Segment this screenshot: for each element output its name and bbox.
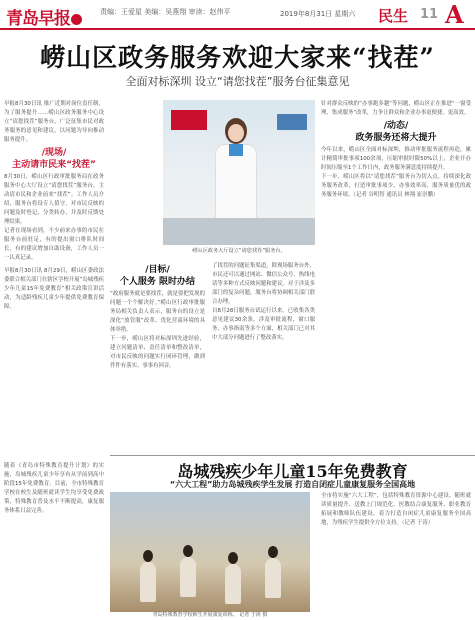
main-subhead: 全面对标深圳 设立“请您找茬”服务台征集意见 [125, 75, 350, 88]
paragraph: 下一步，崂山区将以“请您找茬”服务台为切入点，持续深化政务服务改革，打造审批事项少、办事效率高、服务质量优的政务服务环境。（记者 谷明智 通讯员 林翔 崔崇鹏） [321, 174, 471, 198]
article-column-bottom-left [4, 462, 104, 617]
section-letter: A [445, 0, 464, 29]
article-column-1 [4, 100, 104, 450]
lead-paragraph: 早报8月30日讯 推广近期对岗位责任制，为了服务提升……崂山区政务服务中心设立“请您找茬”服务台，广泛征集市民对政务服务的意见和建议，以问题为导向推动服务提升。 [4, 101, 104, 143]
issue-date: 2019年8月31日 星期六 [280, 10, 356, 18]
lower-subhead: “六大工程”助力岛城残疾学生发展 打造自闭症儿童康复服务全国高地 [169, 480, 416, 489]
editor-credits: 责编：王爱星 美编：吴燕翔 审读：赵伟平 [100, 8, 231, 16]
paragraph: 今年以来，崂山区全面对标深圳，推动审批服务流程再造，累计精简审批事项100余项，压缩审批时限50%以上，企业开办时间压缩至1个工作日内，政务服务满意度持续提升。 [321, 147, 471, 171]
paragraph: 针对群众反映的“办事跑多趟”等问题，崂山区正在推进“一窗受理、集成服务”改革，力争让群众和企业办事更便捷、更高效。 [321, 101, 471, 116]
paragraph: 了找茬的问题征集渠道，除现场服务台外，市民还可以通过网站、微信公众号、热线电话等多种方式反映问题和建议。对于涉及多部门的复杂问题，服务台将协调相关部门联合办理。 [212, 263, 315, 305]
paragraph: 下一步，崂山区将对标深圳先进经验，建立问题清单、责任清单和整改清单，对市民反映的问题实行闭环管理，做到件件有落实、事事有回音。 [110, 336, 205, 369]
main-headline: 崂山区政务服务欢迎大家来“找茬” [40, 43, 435, 72]
page-number: 11 [420, 7, 439, 22]
section-heading-trend: /动态/ 政务服务还将大提升 [355, 121, 437, 143]
paragraph: 早报8月30日讯 8月29日，崂山区委政法委联合相关部门在辖区学校开展“岛城残疾少年儿童15年免费教育”相关政策宣讲活动，为适龄残疾儿童少年提供免费教育保障。 [4, 268, 104, 310]
logo-badge-icon [71, 14, 82, 25]
photo-caption: 崂山区政务大厅设立“请您找茬”服务台。 [192, 248, 286, 254]
photo-caption: 青岛特殊教育学校师生开展康复训练。 记者 于涛 摄 [152, 612, 268, 618]
service-desk-photo [163, 100, 315, 245]
section-heading-scene: /现场/ 主动请市民来“找茬” [12, 148, 96, 170]
masthead [0, 0, 475, 30]
section-divider [110, 455, 475, 456]
paragraph: 全市将实施“六大工程”，包括特殊教育资源中心建设、随班就读质量提升、送教上门规范化、医教结合康复服务、职业教育拓展和教师队伍建设，着力打造自闭症儿童康复服务全国高地，为残疾学生提供全方位支持。（记者 于涛） [321, 493, 471, 526]
section-name: 民生 [378, 7, 409, 25]
classroom-photo [110, 492, 310, 612]
article-column-4 [212, 262, 315, 452]
newspaper-logo: 青岛早报 [6, 4, 82, 29]
paragraph: “政府服务就是要找茬，就是要把发现的问题一个个解决好。”崂山区行政审批服务局相关负责人表示，服务台的设立是深化“放管服”改革、优化营商环境的具体举措。 [110, 291, 205, 333]
paragraph: 自8月28日服务台试运行以来，已收集各类意见建议30余条，涉及审批流程、窗口服务、办事指南等多个方面，相关部门已对其中大部分问题进行了整改落实。 [212, 308, 315, 341]
paragraph: 记者在现场看到，不少前来办事的市民在服务台前驻足，有的提出窗口排队时间长，有的建议增加自助设备，工作人员一一认真记录。 [4, 228, 104, 261]
article-column-5 [321, 100, 471, 452]
lower-headline: 岛城残疾少年儿童15年免费教育 [177, 462, 408, 481]
service-counter [163, 218, 315, 245]
article-column-3 [110, 262, 205, 452]
article-column-bottom-right [321, 492, 471, 617]
banner-sign [171, 110, 207, 130]
paragraph: 8月30日，崂山区行政审批服务局在政务服务中心大厅设立“请您找茬”服务台，主动请市民和企业前来“找茬”。工作人员介绍，服务台将设专人值守，对市民反映的问题及时登记、分类转办，并及时反馈处理结果。 [4, 174, 104, 225]
section-heading-goal: /目标/ 个人服务 限时办结 [119, 265, 196, 287]
banner-sign [277, 114, 307, 130]
paragraph: 随着《青岛市特殊教育提升计划》的实施，岛城残疾儿童少年享有从学前到高中阶段15年免费教育。目前，全市特殊教育学校在校生及随班就读学生均享受免费政策，特殊教育普及水平不断提高，康复服务体系日益完善。 [4, 463, 104, 514]
